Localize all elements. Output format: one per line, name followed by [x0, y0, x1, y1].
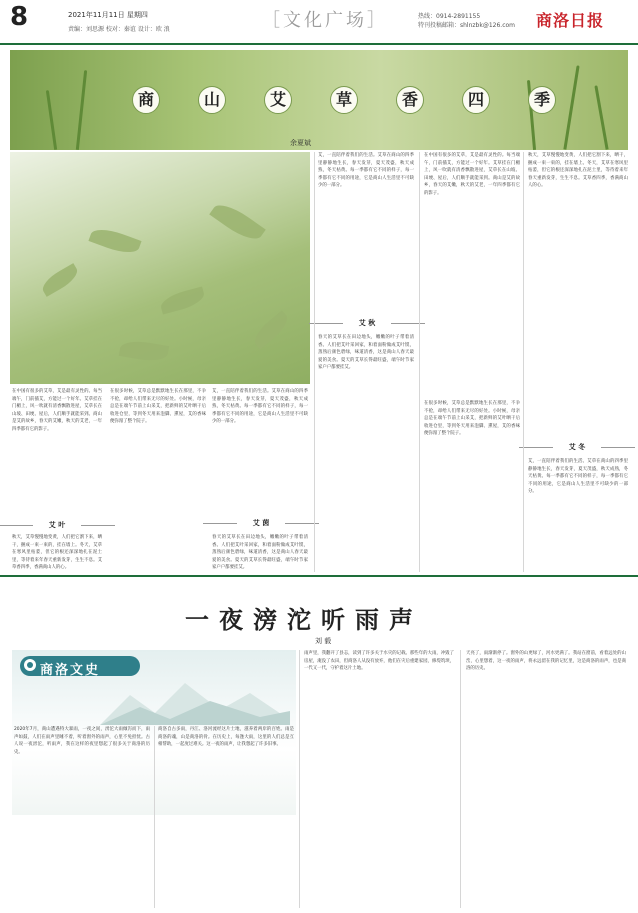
- column-rule: [314, 152, 315, 572]
- column-rule: [419, 152, 420, 572]
- mugwort-photo: [10, 152, 310, 384]
- body-text: 在很多时候，艾草总是默默地生长在那里，不争不抢，却给人们带来无尽的好处。小时候，母亲总是在端午节前上山采艾，把新鲜的艾叶晒干后收进仓里，等到冬天用来泡脚、熏屋，艾的香味便弥漫了整个院子。: [424, 401, 520, 437]
- title-char: 草: [330, 86, 358, 114]
- title-char: 商: [132, 86, 160, 114]
- mountain-illustration: [100, 675, 290, 725]
- title-char: 山: [198, 86, 226, 114]
- column-rule: [299, 650, 300, 908]
- hotline-block: [418, 12, 515, 30]
- body-text: 春天的艾草长在田边地头，嫩嫩的叶子带着清香。人们把艾叶采回家，和着面粉做成艾叶馍，蒸熟后颜色碧绿，味道清香，这是商山人春天最爱的美食。夏天的艾草长得最旺盛，端午时节家家户户都要挂艾。: [318, 335, 414, 371]
- column-name: 商洛文史: [40, 663, 101, 678]
- badge-icon: [24, 659, 36, 671]
- body-text: 在中国有很多的艾草，艾是最有灵性的。每当端午，门前插艾，方能过一个好年。艾草挂在门楣上，风一吹就有清香飘散进屋，艾草长在山坡、田埂、屋后，人们顺手就能采到。商山是艾的故乡，春天的艾嫩，秋天的艾老，一年四季都有它的影子。: [424, 153, 520, 196]
- page-number: 8: [10, 2, 29, 32]
- body-text: 雨声里，我翻开了县志，读到了许多关于水灾的记载。那些年的大雨，冲毁了房屋，淹没了农田，但商洛人从没有放弃，他们在灾后重建家园，修堤筑坝，一代又一代，守护着这片土地。: [304, 651, 454, 672]
- title-char: 四: [462, 86, 490, 114]
- body-text: 2020年7月，商山遭遇特大暴雨，一夜之间，滂沱大雨倾泻而下，雨声如鼓，人们在雨声里睡不着，听着窗外的雨声，心里不免担忧。古人说一夜滂沱，听雨声，我在这样的夜里想起了很多关于商洛的历史。: [14, 727, 150, 755]
- body-text: 秋天，艾草慢慢地变黄，人们把它割下来，晒干，捆成一束一束的，挂在墙上。冬天，艾草在寒风里枯萎，但它的根还深深地扎在泥土里，等待着来年春天重新发芽，生生不息。艾草香四季，香满商山人的心。: [12, 535, 102, 571]
- sub-heading: 艾 秋: [350, 318, 384, 328]
- body-text: 春天的艾草长在田边地头，嫩嫩的叶子带着清香。人们把艾叶采回家，和着面粉做成艾叶馍，蒸熟后颜色碧绿，味道清香，这是商山人春天最爱的美食。夏天的艾草长得最旺盛，端午时节家家户户都要挂艾。: [212, 535, 308, 571]
- article-author: 刘 毅: [315, 637, 332, 645]
- body-text: 艾，一直陪伴着我们的生活。艾草在商山的四季里静静地生长，春天发芽，夏天茂盛，秋天成熟，冬天枯黄。每一季都有它不同的样子，每一季都有它不同的用途，它是商山人生活里不可缺少的一部分。: [212, 389, 308, 425]
- section-label: 文化广场: [283, 10, 367, 31]
- article-author: 余夏斌: [290, 139, 311, 147]
- sub-heading: 艾 茵: [244, 518, 278, 528]
- body-text: 商洛自古多雨，丹江、洛河流经这片土地，滋养着两岸的百姓。雨是商洛的魂，山是商洛的骨。在历史上，每逢大雨，这里的人们总是互相帮助，一起度过难关。这一夜的雨声，让我想起了许多旧事。: [158, 727, 294, 748]
- body-text: 在中国有很多的艾草，艾是最有灵性的。每当端午，门前插艾，方能过一个好年。艾草挂在门楣上，风一吹就有清香飘散进屋，艾草长在山坡、田埂、屋后，人们顺手就能采到。商山是艾的故乡，春天的艾嫩，秋天的艾老，一年四季都有它的影子。: [12, 389, 102, 432]
- sub-heading: 艾 冬: [560, 442, 594, 452]
- sub-heading: 艾 叶: [40, 520, 74, 530]
- article-title: 一夜滂沱听雨声: [185, 605, 423, 634]
- title-char: 艾: [264, 86, 292, 114]
- header-rule: [0, 43, 638, 45]
- body-text: 在很多时候，艾草总是默默地生长在那里，不争不抢，却给人们带来无尽的好处。小时候，母亲总是在端午节前上山采艾，把新鲜的艾叶晒干后收进仓里，等到冬天用来泡脚、熏屋，艾的香味便弥漫了整个院子。: [110, 389, 206, 425]
- article-separator: [0, 575, 638, 577]
- section-name: ［文化广场］: [262, 10, 388, 31]
- body-text: 天亮了，雨渐渐停了。窗外的山更绿了，河水更满了。我站在窗前，看着远处的山峦，心里想着，这一夜的雨声，将永远留在我的记忆里，这是商洛的雨声，也是商洛的历史。: [466, 651, 626, 672]
- column-rule: [154, 726, 155, 908]
- column-rule: [460, 650, 461, 908]
- article-title: [112, 86, 574, 122]
- email: 特刊投稿邮箱：shlnzbk@126.com: [418, 22, 516, 29]
- body-text: 秋天，艾草慢慢地变黄，人们把它割下来，晒干，捆成一束一束的，挂在墙上。冬天，艾草在寒风里枯萎，但它的根还深深地扎在泥土里，等待着来年春天重新发芽，生生不息。艾草香四季，香满商山人的心。: [528, 153, 628, 189]
- hotline: 热线：0914-2891155: [418, 13, 481, 20]
- column-rule: [523, 152, 524, 572]
- title-char: 季: [528, 86, 556, 114]
- body-text: 艾，一直陪伴着我们的生活。艾草在商山的四季里静静地生长，春天发芽，夏天茂盛，秋天成熟，冬天枯黄。每一季都有它不同的样子，每一季都有它不同的用途，它是商山人生活里不可缺少的一部分。: [528, 459, 628, 495]
- newspaper-logo: 商洛日报: [536, 11, 605, 30]
- title-char: 香: [396, 86, 424, 114]
- staff-credits: 责编：刘思源 校对：秦谊 设计：欧 浪: [68, 26, 170, 33]
- issue-date: 2021年11月11日 星期四: [68, 11, 148, 19]
- body-text: 艾，一直陪伴着我们的生活。艾草在商山的四季里静静地生长，春天发芽，夏天茂盛，秋天成熟，冬天枯黄。每一季都有它不同的样子，每一季都有它不同的用途，它是商山人生活里不可缺少的一部分。: [318, 153, 414, 189]
